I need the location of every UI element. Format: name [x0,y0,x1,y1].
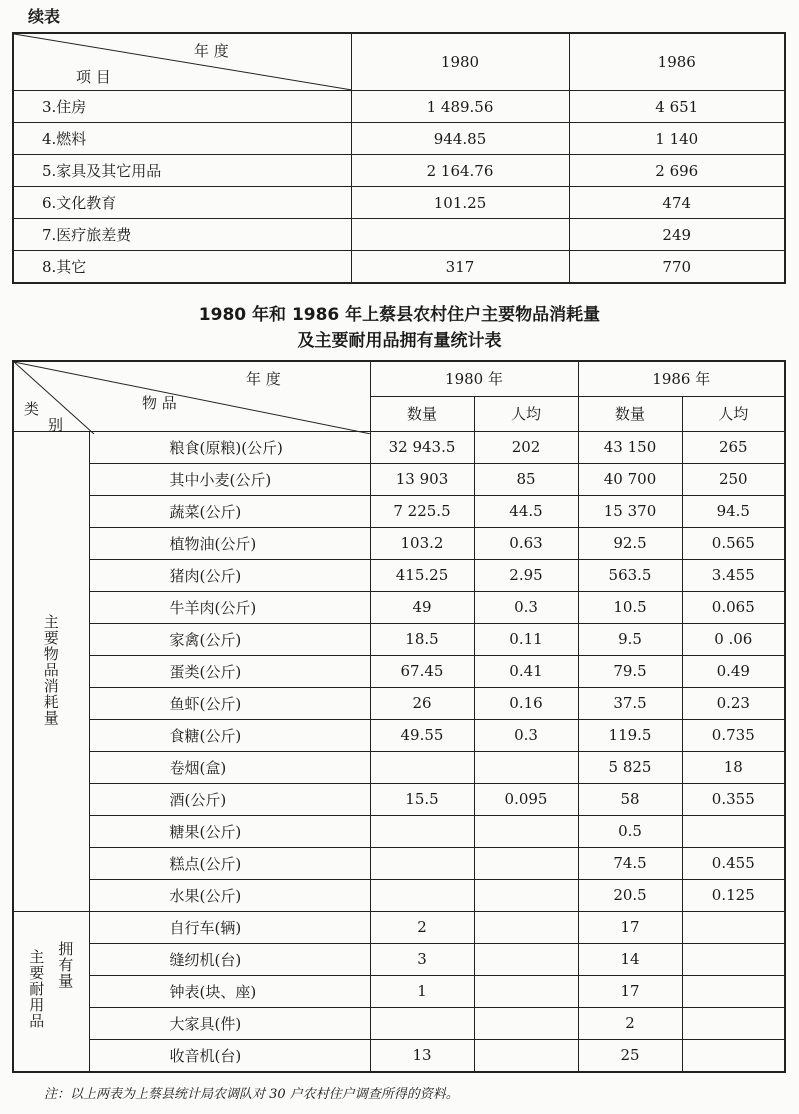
per-capita-1986: 0.455 [682,847,785,879]
qty-1986: 20.5 [578,879,682,911]
item-name: 大家具(件) [89,1007,370,1039]
per-capita-1986 [682,943,785,975]
qty-1986: 17 [578,975,682,1007]
table-row [13,591,785,623]
per-capita-1986: 18 [682,751,785,783]
qty-1980: 49 [370,591,474,623]
per-capita-1986 [682,1039,785,1072]
table-row [13,155,785,187]
qty-1986: 17 [578,911,682,943]
table-row [13,655,785,687]
per-capita-1986 [682,815,785,847]
table-row [13,911,785,943]
table-row [13,251,785,284]
table-title-line1: 1980 年和 1986 年上蔡县农村住户主要物品消耗量 [198,305,601,325]
header-goods-label: 物 品 [142,394,177,412]
qty-1986: 15 370 [578,495,682,527]
qty-1986: 92.5 [578,527,682,559]
item-name: 糕点(公斤) [89,847,370,879]
per-capita-1986: 0.125 [682,879,785,911]
item-name: 鱼虾(公斤) [89,687,370,719]
per-capita-1986 [682,911,785,943]
qty-1980 [370,751,474,783]
qty-1980: 49.55 [370,719,474,751]
col-header-per-1986: 人均 [682,396,785,431]
item-name: 家禽(公斤) [89,623,370,655]
qty-1986: 58 [578,783,682,815]
qty-1986: 40 700 [578,463,682,495]
table-row [13,783,785,815]
header-year-label: 年 度 [194,42,229,60]
per-capita-1986: 0.065 [682,591,785,623]
row-item-label: 7.医疗旅差费 [13,219,351,251]
item-name: 糖果(公斤) [89,815,370,847]
per-capita-1980: 202 [474,431,578,463]
per-capita-1986: 250 [682,463,785,495]
qty-1980 [370,1007,474,1039]
per-capita-1980: 44.5 [474,495,578,527]
per-capita-1980: 0.16 [474,687,578,719]
diagonal-lines [14,362,371,434]
per-capita-1980: 0.095 [474,783,578,815]
item-name: 钟表(块、座) [89,975,370,1007]
table-row [13,123,785,155]
item-name: 食糖(公斤) [89,719,370,751]
category-consumption [13,431,89,911]
per-capita-1980 [474,975,578,1007]
qty-1986: 563.5 [578,559,682,591]
qty-1980 [370,847,474,879]
per-capita-1980 [474,751,578,783]
row-value-1980 [351,219,569,251]
qty-1986: 9.5 [578,623,682,655]
table-row [13,943,785,975]
per-capita-1986: 3.455 [682,559,785,591]
qty-1980: 67.45 [370,655,474,687]
item-name: 卷烟(盒) [89,751,370,783]
category-label-b: 拥有量 [56,941,75,989]
footnote: 注：以上两表为上蔡县统计局农调队对 30 户农村住户调查所得的资料。 [44,1087,459,1102]
qty-1980 [370,879,474,911]
qty-1980: 26 [370,687,474,719]
row-value-1980: 101.25 [351,187,569,219]
row-item-label: 4.燃料 [13,123,351,155]
row-value-1980: 1 489.56 [351,91,569,123]
per-capita-1980 [474,879,578,911]
per-capita-1986: 0.23 [682,687,785,719]
qty-1980: 18.5 [370,623,474,655]
per-capita-1986: 0 .06 [682,623,785,655]
item-name: 猪肉(公斤) [89,559,370,591]
row-value-1986: 249 [569,219,785,251]
per-capita-1986: 0.735 [682,719,785,751]
per-capita-1986: 0.565 [682,527,785,559]
table-row [13,751,785,783]
table-row [13,463,785,495]
qty-1986: 5 825 [578,751,682,783]
row-value-1986: 4 651 [569,91,785,123]
category-label: 主要物品消耗量 [41,613,60,726]
row-item-label: 3.住房 [13,91,351,123]
per-capita-1980: 0.63 [474,527,578,559]
table-row [13,1007,785,1039]
table-row [13,879,785,911]
per-capita-1980 [474,911,578,943]
col-header-qty-1980: 数量 [370,396,474,431]
per-capita-1986: 0.49 [682,655,785,687]
table-title-line2: 及主要耐用品拥有量统计表 [297,331,502,351]
item-name: 牛羊肉(公斤) [89,591,370,623]
qty-1980: 13 [370,1039,474,1072]
table-row [13,975,785,1007]
qty-1986: 2 [578,1007,682,1039]
qty-1986: 74.5 [578,847,682,879]
item-name: 植物油(公斤) [89,527,370,559]
qty-1980: 103.2 [370,527,474,559]
per-capita-1980: 0.11 [474,623,578,655]
item-name: 缝纫机(台) [89,943,370,975]
table-row [13,847,785,879]
row-item-label: 8.其它 [13,251,351,284]
col-header-1986: 1986 [569,33,785,91]
header-item-label: 项 目 [76,68,111,86]
col-header-1986-year: 1986 年 [578,361,785,396]
col-header-1980: 1980 [351,33,569,91]
item-name: 收音机(台) [89,1039,370,1072]
qty-1986: 79.5 [578,655,682,687]
qty-1980 [370,815,474,847]
item-name: 自行车(辆) [89,911,370,943]
row-value-1986: 474 [569,187,785,219]
qty-1980: 15.5 [370,783,474,815]
category-durables [13,911,89,1072]
diagonal-header-cell [13,33,351,91]
qty-1986: 25 [578,1039,682,1072]
table-row [13,815,785,847]
qty-1986: 37.5 [578,687,682,719]
qty-1986: 14 [578,943,682,975]
table-row [13,431,785,463]
item-name: 蔬菜(公斤) [89,495,370,527]
row-value-1980: 944.85 [351,123,569,155]
diagonal-header-cell-2 [13,361,370,434]
per-capita-1986 [682,1007,785,1039]
col-header-1980-year: 1980 年 [370,361,578,396]
item-name: 酒(公斤) [89,783,370,815]
table-row [13,527,785,559]
per-capita-1980 [474,847,578,879]
row-value-1986: 1 140 [569,123,785,155]
per-capita-1980 [474,943,578,975]
qty-1980: 7 225.5 [370,495,474,527]
qty-1980: 32 943.5 [370,431,474,463]
category-label-a: 主要耐用品 [27,949,46,1029]
qty-1986: 0.5 [578,815,682,847]
qty-1980: 13 903 [370,463,474,495]
row-value-1980: 317 [351,251,569,284]
diagonal-line [14,34,352,90]
per-capita-1986: 0.355 [682,783,785,815]
qty-1980: 2 [370,911,474,943]
table-row [13,559,785,591]
per-capita-1986: 94.5 [682,495,785,527]
table-row [13,495,785,527]
per-capita-1986: 265 [682,431,785,463]
table-row [13,187,785,219]
header-category-label-b: 别 [48,416,64,434]
col-header-qty-1986: 数量 [578,396,682,431]
table-row [13,1039,785,1072]
per-capita-1980 [474,1039,578,1072]
col-header-per-1980: 人均 [474,396,578,431]
row-value-1986: 2 696 [569,155,785,187]
per-capita-1980: 0.41 [474,655,578,687]
per-capita-1980: 0.3 [474,719,578,751]
per-capita-1986 [682,975,785,1007]
per-capita-1980: 0.3 [474,591,578,623]
item-name: 蛋类(公斤) [89,655,370,687]
row-item-label: 6.文化教育 [13,187,351,219]
item-name: 粮食(原粮)(公斤) [89,431,370,463]
header-year-label-2: 年 度 [246,370,281,388]
qty-1986: 119.5 [578,719,682,751]
per-capita-1980 [474,815,578,847]
per-capita-1980 [474,1007,578,1039]
row-value-1986: 770 [569,251,785,284]
item-name: 其中小麦(公斤) [89,463,370,495]
per-capita-1980: 85 [474,463,578,495]
header-category-label-a: 类 [24,400,40,418]
continued-label: 续表 [28,7,61,26]
qty-1980: 415.25 [370,559,474,591]
table-row [13,687,785,719]
row-value-1980: 2 164.76 [351,155,569,187]
qty-1986: 43 150 [578,431,682,463]
qty-1980: 1 [370,975,474,1007]
qty-1980: 3 [370,943,474,975]
expense-table-continued [12,32,786,284]
per-capita-1980: 2.95 [474,559,578,591]
table-row [13,623,785,655]
table-row [13,219,785,251]
qty-1986: 10.5 [578,591,682,623]
item-name: 水果(公斤) [89,879,370,911]
table-row [13,91,785,123]
row-item-label: 5.家具及其它用品 [13,155,351,187]
table-row [13,719,785,751]
consumption-table [12,360,786,1073]
